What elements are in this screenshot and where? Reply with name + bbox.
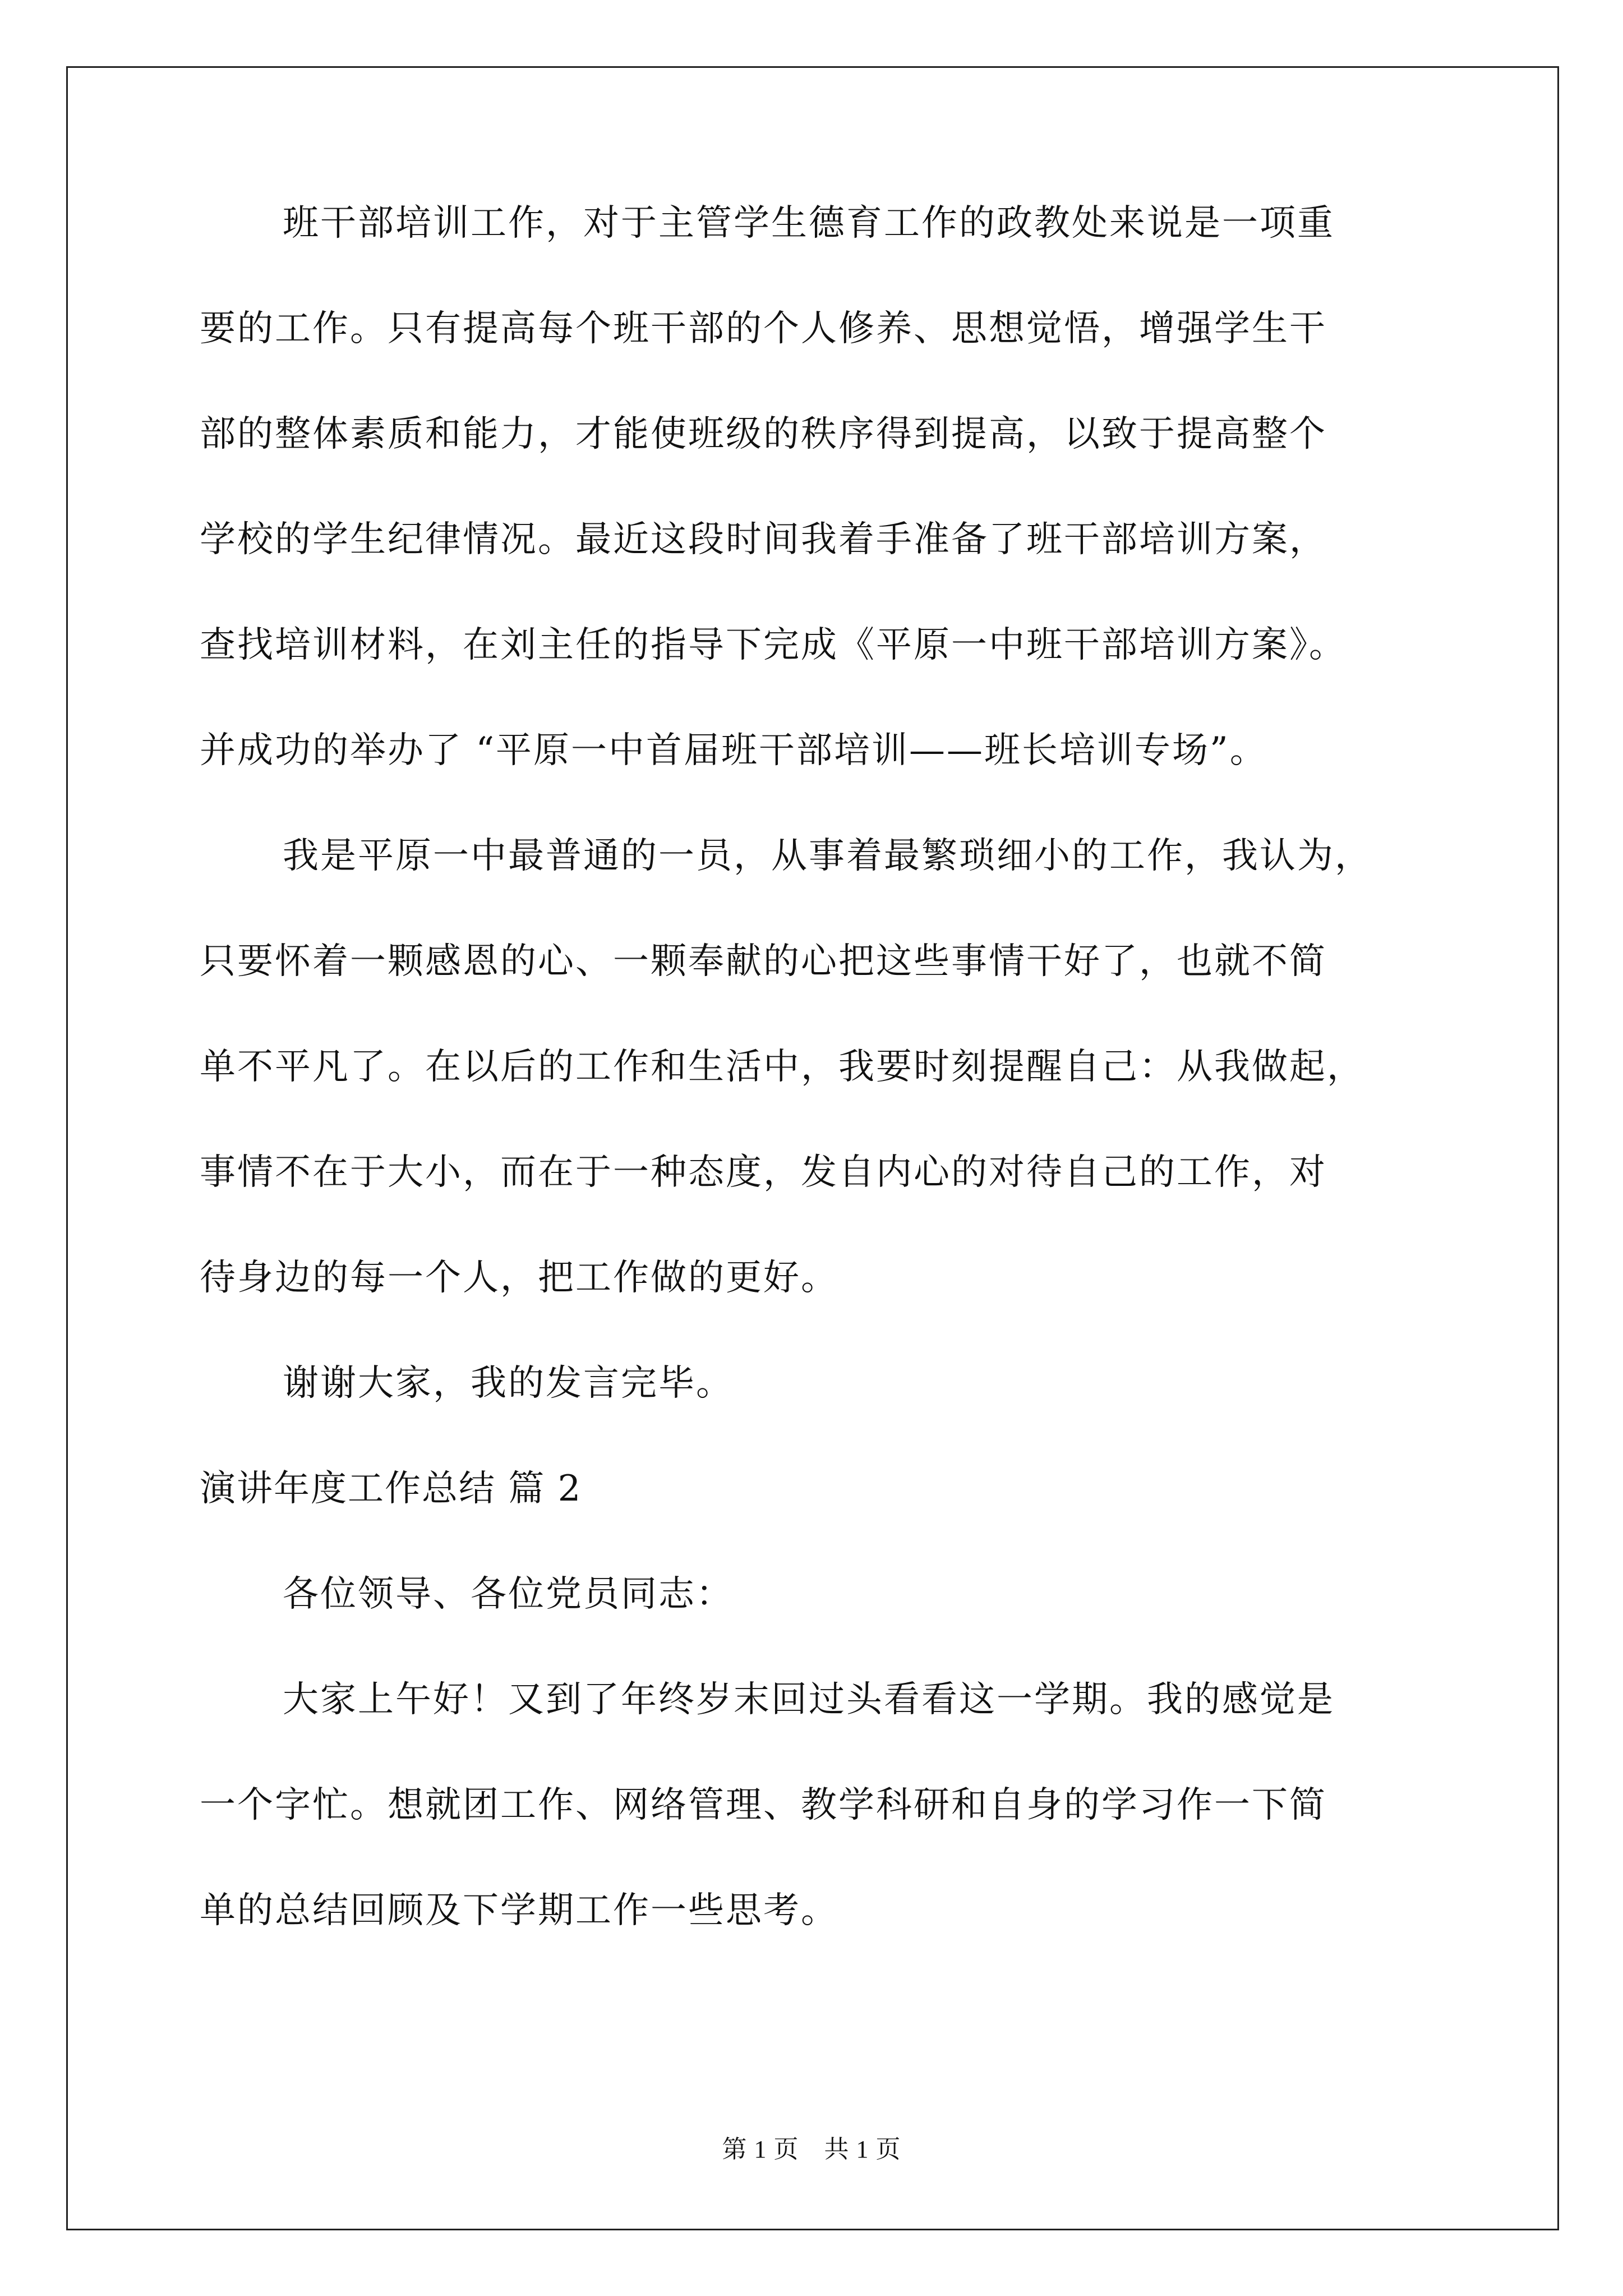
paragraph-line: 并成功的举办了 “平原一中首届班干部培训——班长培训专场”。 [200, 730, 1267, 771]
paragraph-line: 班干部培训工作，对于主管学生德育工作的政教处来说是一项重 [283, 203, 1335, 244]
paragraph-line: 单不平凡了。在以后的工作和生活中，我要时刻提醒自己：从我做起， [200, 1046, 1364, 1088]
paragraph-line: 大家上午好！又到了年终岁末回过头看看这一学期。我的感觉是 [283, 1679, 1335, 1720]
paragraph-line: 查找培训材料，在刘主任的指导下完成《平原一中班干部培训方案》。 [200, 624, 1347, 666]
paragraph-line: 要的工作。只有提高每个班干部的个人修养、思想觉悟，增强学生干 [200, 308, 1327, 349]
paragraph-line: 单的总结回顾及下学期工作一些思考。 [200, 1890, 838, 1931]
paragraph-line: 一个字忙。想就团工作、网络管理、教学科研和自身的学习作一下简 [200, 1784, 1327, 1826]
page-footer: 第 1 页 共 1 页 [722, 2136, 901, 2163]
closing-remark: 谢谢大家，我的发言完毕。 [283, 1363, 734, 1404]
paragraph-line: 待身边的每一个人，把工作做的更好。 [200, 1257, 838, 1299]
paragraph-line: 事情不在于大小，而在于一种态度，发自内心的对待自己的工作，对 [200, 1152, 1327, 1193]
paragraph-line: 部的整体素质和能力，才能使班级的秩序得到提高，以致于提高整个 [200, 413, 1327, 455]
paragraph-line: 学校的学生纪律情况。最近这段时间我着手准备了班干部培训方案， [200, 519, 1327, 560]
paragraph-line: 我是平原一中最普通的一员，从事着最繁琐细小的工作，我认为， [283, 835, 1372, 877]
section-heading: 演讲年度工作总结 篇 2 [200, 1468, 582, 1510]
salutation: 各位领导、各位党员同志： [283, 1573, 734, 1615]
paragraph-line: 只要怀着一颗感恩的心、一颗奉献的心把这些事情干好了，也就不简 [200, 941, 1327, 982]
document-body [200, 205, 1430, 1998]
